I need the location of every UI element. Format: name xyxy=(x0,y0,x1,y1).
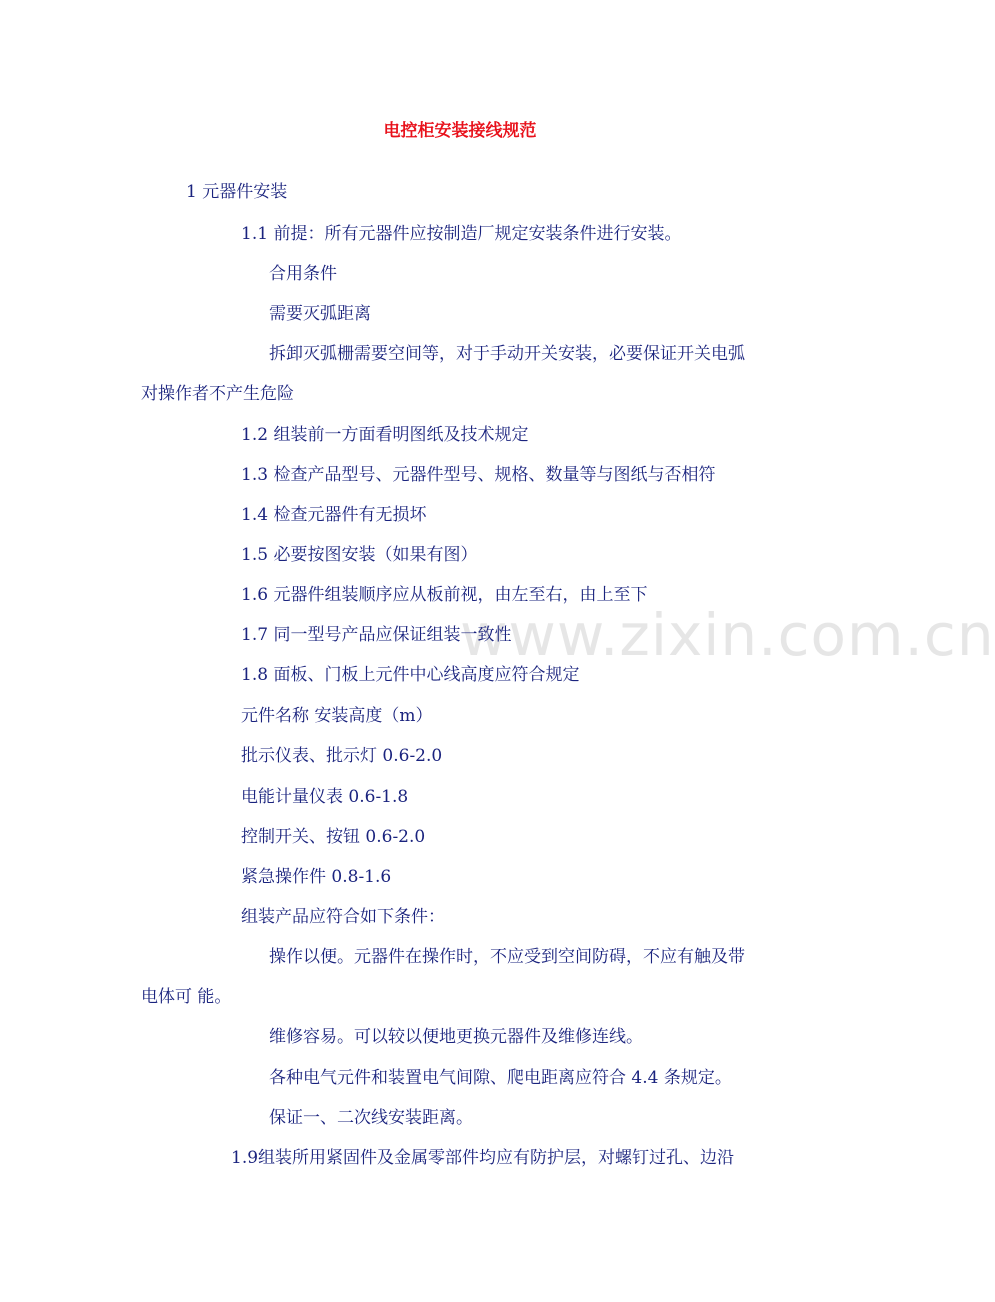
paragraph-line: 1.4 检查元器件有无损坏 xyxy=(241,505,427,525)
paragraph-line: 电能计量仪表 0.6-1.8 xyxy=(241,787,409,807)
paragraph-line: 1.2 组装前一方面看明图纸及技术规定 xyxy=(241,425,529,445)
paragraph-line: 各种电气元件和装置电气间隙、爬电距离应符合 4.4 条规定。 xyxy=(269,1068,732,1088)
paragraph-line: 1.6 元器件组装顺序应从板前视，由左至右，由上至下 xyxy=(241,585,648,605)
watermark: www.zixin.com.cn xyxy=(460,601,995,669)
paragraph-line: 1.7 同一型号产品应保证组装一致性 xyxy=(241,625,512,645)
paragraph-line: 维修容易。可以较以便地更换元器件及维修连线。 xyxy=(269,1027,643,1047)
paragraph-line: 1.8 面板、门板上元件中心线高度应符合规定 xyxy=(241,665,580,685)
paragraph-line: 紧急操作件 0.8-1.6 xyxy=(241,867,392,887)
paragraph-line: 控制开关、按钮 0.6-2.0 xyxy=(241,827,426,847)
paragraph-line: 组装产品应符合如下条件： xyxy=(241,907,445,927)
paragraph-line: 需要灭弧距离 xyxy=(269,304,371,324)
paragraph-line: 对操作者不产生危险 xyxy=(141,384,294,404)
paragraph-line: 1.1 前提：所有元器件应按制造厂规定安装条件进行安装。 xyxy=(241,224,682,244)
paragraph-line: 保证一、二次线安装距离。 xyxy=(269,1108,473,1128)
paragraph-line: 合用条件 xyxy=(269,264,337,284)
section-heading: 1 元器件安装 xyxy=(186,182,288,202)
paragraph-line: 电体可 能。 xyxy=(141,987,232,1007)
paragraph-line: 操作以便。元器件在操作时，不应受到空间防碍，不应有触及带 xyxy=(269,947,745,967)
paragraph-line: 1.9组装所用紧固件及金属零部件均应有防护层，对螺钉过孔、边沿 xyxy=(231,1148,735,1168)
document-title: 电控柜安装接线规范 xyxy=(383,121,537,141)
paragraph-line: 拆卸灭弧栅需要空间等，对于手动开关安装，必要保证开关电弧 xyxy=(269,344,745,364)
paragraph-line: 1.3 检查产品型号、元器件型号、规格、数量等与图纸与否相符 xyxy=(241,465,716,485)
paragraph-line: 1.5 必要按图安装（如果有图） xyxy=(241,545,478,565)
paragraph-line: 批示仪表、批示灯 0.6-2.0 xyxy=(241,746,443,766)
paragraph-line: 元件名称 安装高度（m） xyxy=(241,706,433,726)
